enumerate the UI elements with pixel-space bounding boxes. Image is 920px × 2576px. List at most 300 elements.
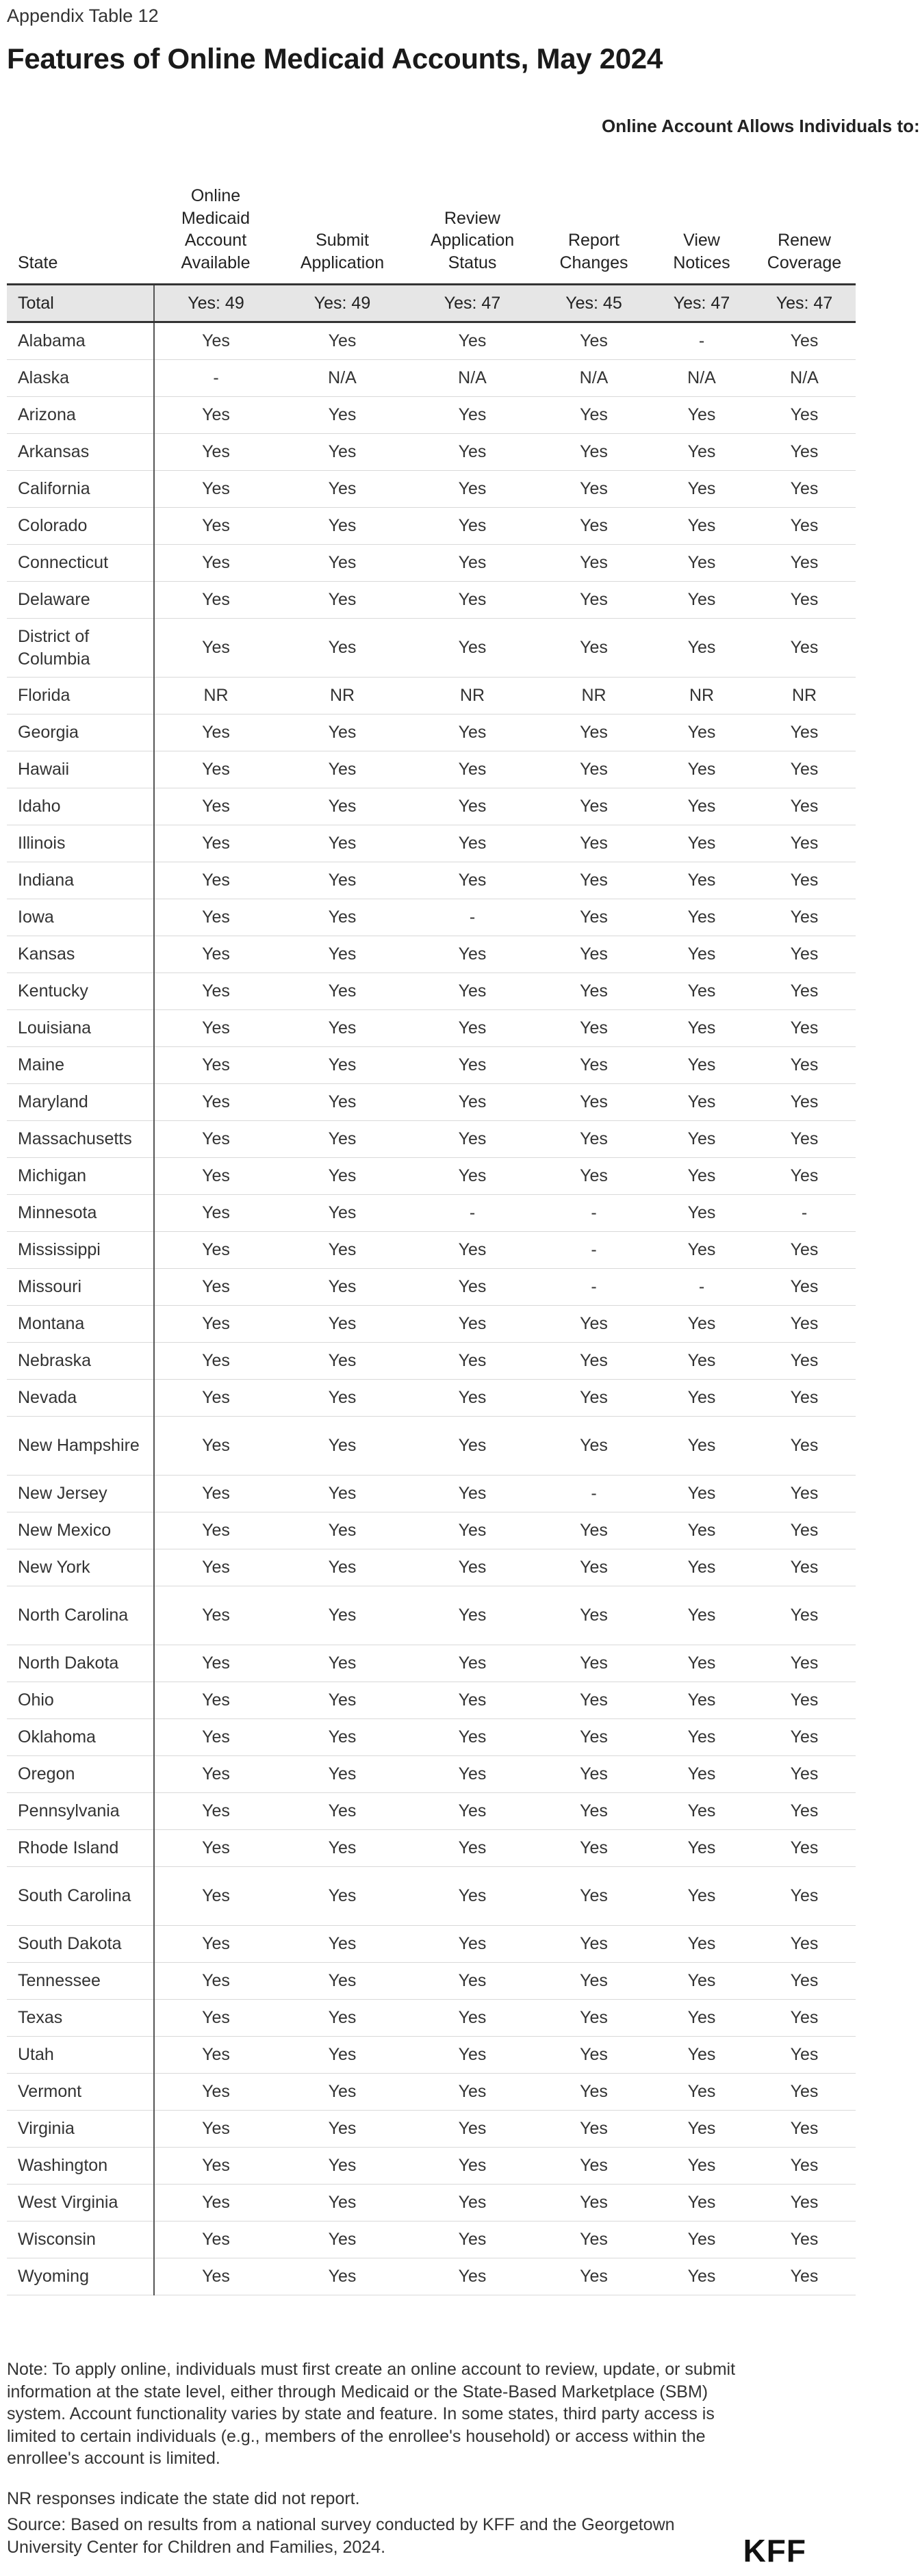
table-row: [7, 788, 856, 825]
table-cell: Yes: [537, 619, 650, 678]
table-cell: Yes: [154, 751, 277, 788]
table-row: [7, 1830, 856, 1867]
table-row: [7, 936, 856, 973]
table-cell: Yes: [537, 2221, 650, 2258]
state-name: Illinois: [7, 825, 154, 862]
table-cell: Yes: [277, 2037, 407, 2074]
total-cell: Yes: 47: [753, 285, 856, 322]
state-name: Connecticut: [7, 545, 154, 582]
table-cell: Yes: [407, 1047, 537, 1084]
table-cell: Yes: [154, 1380, 277, 1417]
table-cell: Yes: [650, 2074, 753, 2111]
table-cell: -: [154, 360, 277, 397]
table-cell: Yes: [407, 322, 537, 360]
table-row: [7, 1343, 856, 1380]
table-cell: Yes: [650, 1549, 753, 1586]
table-cell: Yes: [407, 1793, 537, 1830]
table-cell: Yes: [277, 545, 407, 582]
table-cell: Yes: [650, 1195, 753, 1232]
table-cell: Yes: [650, 751, 753, 788]
table-cell: Yes: [154, 582, 277, 619]
table-cell: Yes: [154, 1010, 277, 1047]
state-name: South Dakota: [7, 1926, 154, 1963]
table-cell: Yes: [650, 508, 753, 545]
table-cell: Yes: [753, 2111, 856, 2148]
total-cell: Yes: 47: [407, 285, 537, 322]
table-row: [7, 1476, 856, 1512]
table-cell: -: [407, 1195, 537, 1232]
table-cell: Yes: [537, 1158, 650, 1195]
table-row: [7, 508, 856, 545]
table-cell: Yes: [154, 508, 277, 545]
table-cell: Yes: [650, 899, 753, 936]
table-cell: Yes: [407, 619, 537, 678]
table-row: [7, 862, 856, 899]
table-cell: Yes: [537, 471, 650, 508]
table-cell: Yes: [537, 1963, 650, 2000]
table-cell: Yes: [277, 2074, 407, 2111]
table-cell: Yes: [407, 1756, 537, 1793]
table-cell: NR: [407, 678, 537, 714]
table-cell: Yes: [537, 1926, 650, 1963]
table-row: [7, 471, 856, 508]
table-cell: Yes: [154, 619, 277, 678]
table-cell: Yes: [753, 545, 856, 582]
table-cell: Yes: [650, 434, 753, 471]
table-cell: Yes: [753, 1380, 856, 1417]
table-cell: Yes: [277, 1586, 407, 1645]
state-name: Kentucky: [7, 973, 154, 1010]
total-cell: Yes: 49: [277, 285, 407, 322]
table-cell: Yes: [650, 1645, 753, 1682]
kff-logo: KFF: [743, 2533, 806, 2568]
table-row: [7, 1232, 856, 1269]
table-cell: Yes: [277, 582, 407, 619]
table-cell: Yes: [753, 2258, 856, 2295]
table-cell: Yes: [154, 1926, 277, 1963]
table-cell: Yes: [753, 1232, 856, 1269]
table-cell: Yes: [650, 1793, 753, 1830]
table-cell: Yes: [753, 434, 856, 471]
table-cell: Yes: [753, 1306, 856, 1343]
table-cell: Yes: [537, 397, 650, 434]
table-cell: Yes: [650, 1512, 753, 1549]
table-cell: Yes: [277, 1549, 407, 1586]
table-cell: Yes: [407, 1380, 537, 1417]
table-cell: Yes: [650, 1380, 753, 1417]
state-name: Indiana: [7, 862, 154, 899]
table-cell: -: [537, 1269, 650, 1306]
table-cell: Yes: [154, 397, 277, 434]
table-row: [7, 751, 856, 788]
table-cell: Yes: [407, 936, 537, 973]
table-cell: Yes: [407, 788, 537, 825]
table-cell: Yes: [154, 1084, 277, 1121]
table-row: [7, 1417, 856, 1476]
table-cell: Yes: [154, 471, 277, 508]
table-cell: Yes: [277, 936, 407, 973]
table-cell: Yes: [753, 1084, 856, 1121]
table-cell: Yes: [154, 1867, 277, 1926]
table-cell: Yes: [154, 434, 277, 471]
table-cell: Yes: [277, 1417, 407, 1476]
table-cell: Yes: [277, 714, 407, 751]
table-cell: Yes: [650, 973, 753, 1010]
table-cell: Yes: [537, 788, 650, 825]
table-cell: Yes: [407, 825, 537, 862]
table-cell: Yes: [537, 973, 650, 1010]
note-text: Note: To apply online, individuals must first create an online account to review, update, or submit information at the state level, either through Medicaid or the State-Based Marketplace (SBM) system. Account functionality varies by state and feature. In some states, third party access is limited to certain individuals (e.g., members of the enrollee's household) or access within the enrollee's account is limited.: [7, 2360, 736, 2468]
table-cell: Yes: [753, 1010, 856, 1047]
table-cell: Yes: [154, 1195, 277, 1232]
table-cell: Yes: [753, 1645, 856, 1682]
table-cell: Yes: [154, 1549, 277, 1586]
table-row: [7, 2074, 856, 2111]
table-cell: NR: [650, 678, 753, 714]
table-cell: Yes: [407, 1512, 537, 1549]
state-name: New Mexico: [7, 1512, 154, 1549]
table-cell: Yes: [277, 825, 407, 862]
column-header-view-notices: View Notices: [650, 171, 753, 285]
total-label: Total: [7, 285, 154, 322]
table-cell: Yes: [753, 322, 856, 360]
table-cell: Yes: [154, 1586, 277, 1645]
state-name: Wyoming: [7, 2258, 154, 2295]
table-cell: Yes: [537, 1121, 650, 1158]
table-cell: Yes: [753, 751, 856, 788]
table-cell: Yes: [537, 545, 650, 582]
table-row: [7, 1380, 856, 1417]
table-cell: Yes: [753, 1719, 856, 1756]
table-cell: Yes: [407, 2185, 537, 2221]
table-cell: Yes: [753, 471, 856, 508]
table-row: [7, 1195, 856, 1232]
total-row: [7, 285, 856, 322]
table-cell: Yes: [407, 1830, 537, 1867]
table-cell: Yes: [154, 1269, 277, 1306]
table-cell: Yes: [154, 2037, 277, 2074]
state-name: Utah: [7, 2037, 154, 2074]
footnotes: [7, 2358, 746, 2558]
table-cell: Yes: [537, 1512, 650, 1549]
table-cell: Yes: [753, 1926, 856, 1963]
table-row: [7, 1121, 856, 1158]
table-cell: NR: [537, 678, 650, 714]
table-cell: Yes: [537, 1380, 650, 1417]
table-cell: Yes: [650, 1084, 753, 1121]
table-cell: Yes: [753, 2000, 856, 2037]
table-cell: -: [537, 1195, 650, 1232]
table-cell: NR: [154, 678, 277, 714]
state-name: West Virginia: [7, 2185, 154, 2221]
state-name: Louisiana: [7, 1010, 154, 1047]
table-cell: Yes: [277, 1306, 407, 1343]
table-cell: Yes: [407, 1586, 537, 1645]
table-cell: Yes: [277, 2185, 407, 2221]
table-cell: Yes: [277, 899, 407, 936]
table-row: [7, 825, 856, 862]
table-cell: N/A: [277, 360, 407, 397]
table-cell: Yes: [537, 508, 650, 545]
table-cell: Yes: [407, 471, 537, 508]
table-cell: Yes: [277, 1343, 407, 1380]
table-row: [7, 1586, 856, 1645]
table-cell: Yes: [277, 751, 407, 788]
table-cell: Yes: [154, 862, 277, 899]
table-cell: Yes: [537, 899, 650, 936]
table-cell: Yes: [154, 1645, 277, 1682]
state-name: New York: [7, 1549, 154, 1586]
table-cell: Yes: [154, 1719, 277, 1756]
state-name: Arkansas: [7, 434, 154, 471]
table-row: [7, 899, 856, 936]
table-cell: Yes: [154, 322, 277, 360]
column-header-report-changes: Report Changes: [537, 171, 650, 285]
table-cell: Yes: [537, 2111, 650, 2148]
table-cell: Yes: [407, 2148, 537, 2185]
table-cell: Yes: [407, 508, 537, 545]
table-cell: Yes: [277, 1380, 407, 1417]
table-row: [7, 1719, 856, 1756]
table-cell: Yes: [277, 1867, 407, 1926]
table-cell: Yes: [537, 1343, 650, 1380]
table-cell: Yes: [407, 2074, 537, 2111]
table-cell: Yes: [154, 1512, 277, 1549]
table-cell: Yes: [407, 2037, 537, 2074]
table-cell: Yes: [407, 1417, 537, 1476]
table-cell: Yes: [753, 1343, 856, 1380]
table-cell: Yes: [753, 714, 856, 751]
table-row: [7, 1084, 856, 1121]
table-row: [7, 1963, 856, 2000]
state-name: Iowa: [7, 899, 154, 936]
table-cell: Yes: [154, 2148, 277, 2185]
table-cell: Yes: [537, 936, 650, 973]
table-cell: Yes: [407, 973, 537, 1010]
table-cell: -: [650, 1269, 753, 1306]
table-cell: Yes: [650, 582, 753, 619]
table-cell: Yes: [650, 1586, 753, 1645]
table-cell: Yes: [277, 2258, 407, 2295]
state-name: Idaho: [7, 788, 154, 825]
table-cell: Yes: [277, 1269, 407, 1306]
state-name: Minnesota: [7, 1195, 154, 1232]
table-cell: Yes: [650, 1867, 753, 1926]
state-name: Washington: [7, 2148, 154, 2185]
table-row: [7, 2185, 856, 2221]
table-cell: Yes: [277, 1121, 407, 1158]
table-cell: Yes: [154, 1158, 277, 1195]
table-row: [7, 1926, 856, 1963]
table-row: [7, 973, 856, 1010]
column-group-header: Online Account Allows Individuals to:: [602, 116, 920, 136]
table-cell: Yes: [650, 1417, 753, 1476]
table-cell: Yes: [407, 1719, 537, 1756]
column-header-account-available: Online Medicaid Account Available: [154, 171, 277, 285]
table-cell: Yes: [650, 2258, 753, 2295]
table-cell: Yes: [753, 899, 856, 936]
table-cell: Yes: [407, 1084, 537, 1121]
table-row: [7, 434, 856, 471]
table-cell: Yes: [537, 2148, 650, 2185]
table-cell: Yes: [407, 714, 537, 751]
table-cell: -: [537, 1476, 650, 1512]
table-cell: Yes: [650, 936, 753, 973]
table-cell: Yes: [277, 1084, 407, 1121]
state-name: New Hampshire: [7, 1417, 154, 1476]
table-cell: N/A: [650, 360, 753, 397]
state-name: Hawaii: [7, 751, 154, 788]
table-cell: Yes: [277, 1512, 407, 1549]
table-cell: Yes: [407, 582, 537, 619]
table-cell: Yes: [154, 899, 277, 936]
table-cell: Yes: [277, 1926, 407, 1963]
table-cell: Yes: [537, 2185, 650, 2221]
table-row: [7, 1269, 856, 1306]
state-name: Ohio: [7, 1682, 154, 1719]
table-cell: Yes: [650, 788, 753, 825]
table-cell: Yes: [407, 862, 537, 899]
table-cell: Yes: [650, 1719, 753, 1756]
table-cell: -: [650, 322, 753, 360]
state-name: District of Columbia: [7, 619, 154, 678]
state-name: Nevada: [7, 1380, 154, 1417]
table-row: [7, 1867, 856, 1926]
table-cell: Yes: [154, 2185, 277, 2221]
table-cell: Yes: [753, 1586, 856, 1645]
table-cell: Yes: [277, 322, 407, 360]
table-row: [7, 397, 856, 434]
table-cell: Yes: [154, 2221, 277, 2258]
state-name: South Carolina: [7, 1867, 154, 1926]
table-cell: Yes: [277, 397, 407, 434]
medicaid-accounts-table: [7, 171, 856, 2295]
table-cell: Yes: [650, 1756, 753, 1793]
table-row: [7, 1512, 856, 1549]
table-cell: Yes: [753, 788, 856, 825]
total-cell: Yes: 45: [537, 285, 650, 322]
state-name: Nebraska: [7, 1343, 154, 1380]
table-row: [7, 2148, 856, 2185]
table-cell: Yes: [407, 1121, 537, 1158]
table-cell: Yes: [407, 545, 537, 582]
table-row: [7, 1793, 856, 1830]
table-cell: Yes: [277, 788, 407, 825]
table-cell: Yes: [753, 825, 856, 862]
table-cell: Yes: [277, 1476, 407, 1512]
table-cell: Yes: [154, 1121, 277, 1158]
table-cell: Yes: [650, 825, 753, 862]
table-cell: Yes: [154, 1682, 277, 1719]
table-row: [7, 582, 856, 619]
table-cell: Yes: [154, 714, 277, 751]
table-cell: Yes: [407, 1963, 537, 2000]
table-row: [7, 1047, 856, 1084]
state-name: Montana: [7, 1306, 154, 1343]
table-cell: Yes: [154, 1830, 277, 1867]
table-cell: Yes: [650, 862, 753, 899]
table-cell: Yes: [753, 2074, 856, 2111]
table-cell: Yes: [154, 788, 277, 825]
table-cell: Yes: [277, 1645, 407, 1682]
table-row: [7, 619, 856, 678]
table-cell: Yes: [753, 1121, 856, 1158]
table-cell: Yes: [753, 1830, 856, 1867]
table-cell: Yes: [650, 397, 753, 434]
table-cell: Yes: [407, 1343, 537, 1380]
table-cell: Yes: [753, 973, 856, 1010]
table-cell: Yes: [650, 2148, 753, 2185]
table-cell: Yes: [650, 1306, 753, 1343]
table-cell: Yes: [154, 545, 277, 582]
table-cell: Yes: [753, 1047, 856, 1084]
table-cell: -: [537, 1232, 650, 1269]
state-name: Rhode Island: [7, 1830, 154, 1867]
state-name: Georgia: [7, 714, 154, 751]
table-cell: Yes: [650, 1232, 753, 1269]
table-row: [7, 1549, 856, 1586]
state-name: Virginia: [7, 2111, 154, 2148]
total-cell: Yes: 49: [154, 285, 277, 322]
state-name: Texas: [7, 2000, 154, 2037]
table-row: [7, 714, 856, 751]
table-cell: Yes: [407, 1476, 537, 1512]
table-cell: Yes: [537, 1586, 650, 1645]
table-cell: Yes: [277, 1719, 407, 1756]
table-row: [7, 2221, 856, 2258]
table-cell: Yes: [650, 1158, 753, 1195]
table-cell: Yes: [650, 1121, 753, 1158]
column-header-submit-application: Submit Application: [277, 171, 407, 285]
state-name: North Carolina: [7, 1586, 154, 1645]
table-cell: Yes: [753, 2037, 856, 2074]
state-name: Oregon: [7, 1756, 154, 1793]
table-cell: Yes: [753, 1158, 856, 1195]
table-cell: Yes: [407, 2111, 537, 2148]
table-cell: Yes: [154, 825, 277, 862]
table-cell: N/A: [537, 360, 650, 397]
table-row: [7, 1645, 856, 1682]
table-cell: Yes: [650, 2111, 753, 2148]
state-name: North Dakota: [7, 1645, 154, 1682]
table-cell: Yes: [277, 2000, 407, 2037]
state-name: Wisconsin: [7, 2221, 154, 2258]
table-title: Features of Online Medicaid Accounts, May 2024: [7, 42, 663, 75]
appendix-label: Appendix Table 12: [7, 5, 159, 26]
state-name: Massachusetts: [7, 1121, 154, 1158]
table-cell: Yes: [154, 2258, 277, 2295]
table-row: [7, 2258, 856, 2295]
state-name: Maryland: [7, 1084, 154, 1121]
table-cell: Yes: [407, 434, 537, 471]
table-cell: Yes: [537, 1047, 650, 1084]
table-cell: Yes: [650, 471, 753, 508]
table-cell: Yes: [537, 1417, 650, 1476]
table-cell: Yes: [753, 1756, 856, 1793]
table-cell: Yes: [650, 1926, 753, 1963]
table-cell: Yes: [650, 714, 753, 751]
table-cell: Yes: [650, 2000, 753, 2037]
table-cell: Yes: [537, 434, 650, 471]
table-cell: Yes: [154, 2111, 277, 2148]
table-cell: Yes: [650, 1047, 753, 1084]
table-cell: Yes: [650, 1476, 753, 1512]
table-cell: Yes: [650, 2221, 753, 2258]
table-cell: Yes: [154, 1417, 277, 1476]
table-row: [7, 2111, 856, 2148]
header-row: [7, 171, 856, 285]
table-cell: Yes: [753, 862, 856, 899]
